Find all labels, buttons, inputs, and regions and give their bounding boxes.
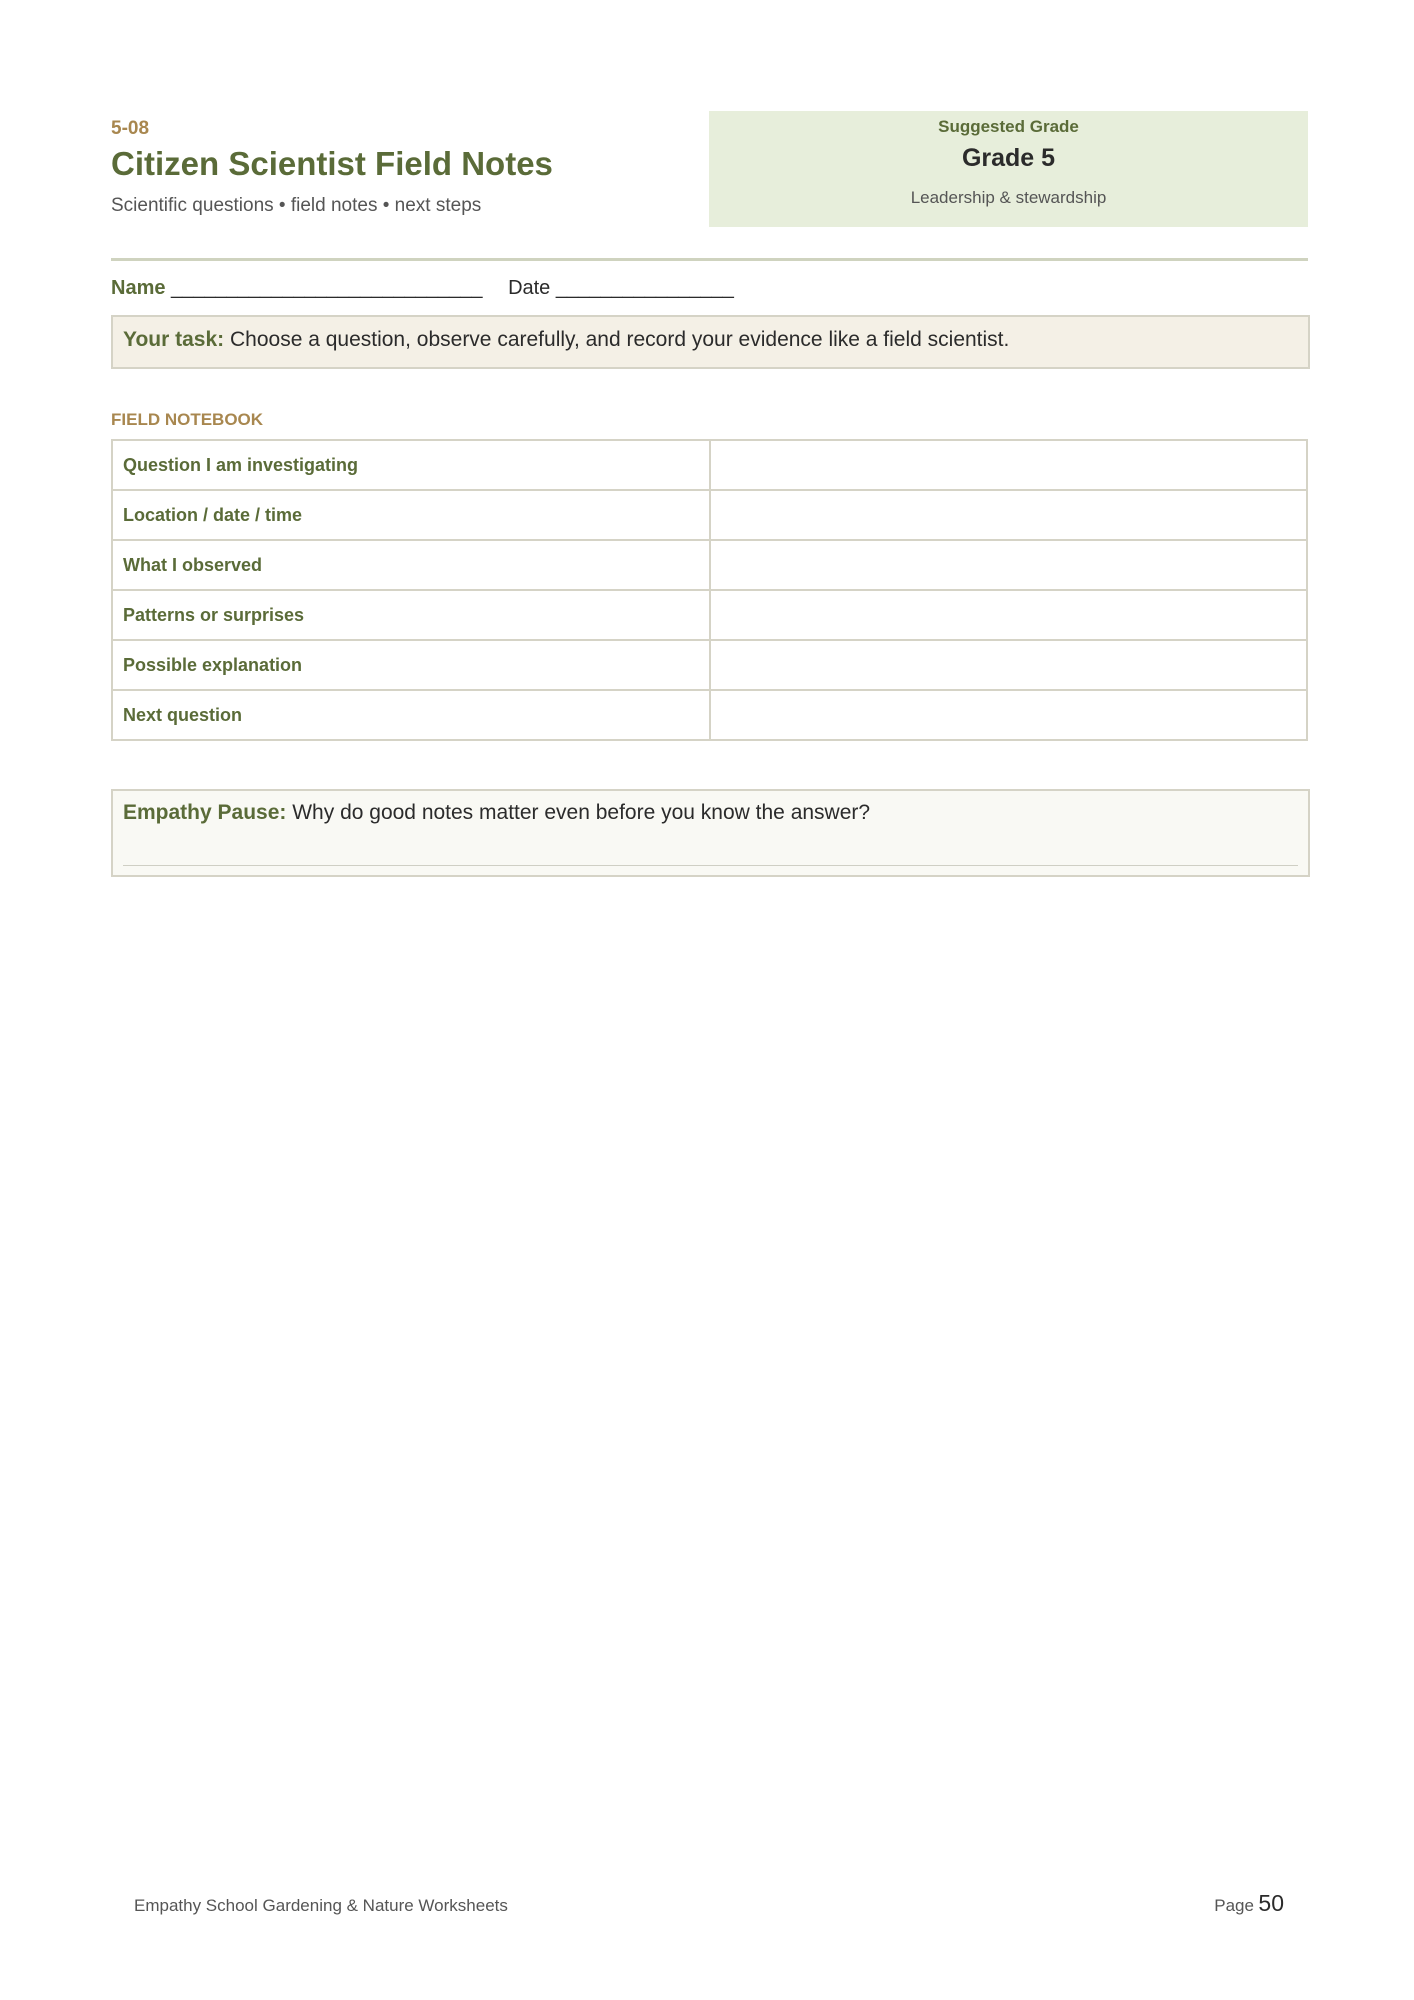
table-row (112, 640, 1307, 690)
task-label: Your task: (123, 328, 225, 351)
grade-label: Suggested Grade (938, 117, 1079, 136)
notebook-answer-cell[interactable] (710, 490, 1307, 540)
field-notebook-table (111, 439, 1308, 741)
notebook-prompt: Next question (112, 690, 710, 740)
worksheet-header (111, 111, 1308, 228)
table-row (112, 540, 1307, 590)
footer-series-title: Empathy School Gardening & Nature Worksheets (134, 1896, 508, 1915)
header-divider (111, 258, 1308, 261)
notebook-answer-cell[interactable] (710, 540, 1307, 590)
table-row (112, 440, 1307, 490)
table-row (112, 590, 1307, 640)
table-row (112, 490, 1307, 540)
page-subtitle: Scientific questions • field notes • next steps (111, 195, 482, 216)
grade-note: Leadership & stewardship (910, 188, 1107, 207)
notebook-answer-cell[interactable] (710, 590, 1307, 640)
page-word: Page (1214, 1896, 1254, 1915)
field-notebook-heading: FIELD NOTEBOOK (111, 410, 264, 429)
notebook-prompt: Patterns or surprises (112, 590, 710, 640)
notebook-prompt: Question I am investigating (112, 440, 710, 490)
empathy-pause-answer-line[interactable] (123, 865, 1298, 866)
page-number: 50 (1258, 1890, 1284, 1916)
notebook-prompt: What I observed (112, 540, 710, 590)
suggested-grade-box (709, 111, 1308, 227)
page-title: Citizen Scientist Field Notes (111, 145, 553, 182)
notebook-answer-cell[interactable] (710, 690, 1307, 740)
name-field[interactable]: ____________________________ (171, 277, 483, 299)
notebook-prompt: Location / date / time (112, 490, 710, 540)
task-text (123, 328, 1009, 352)
empathy-pause-label: Empathy Pause: (123, 801, 287, 824)
name-date-row (111, 277, 734, 300)
task-box (111, 315, 1310, 369)
empathy-pause-box (111, 789, 1310, 877)
worksheet-code: 5-08 (111, 118, 150, 139)
empathy-pause-question: Why do good notes matter even before you know the answer? (292, 801, 871, 824)
grade-value: Grade 5 (961, 144, 1056, 172)
footer-page-indicator (1214, 1890, 1284, 1917)
date-label: Date (508, 277, 551, 299)
task-description: Choose a question, observe carefully, and record your evidence like a field scientist. (229, 328, 1010, 351)
name-label: Name (111, 277, 166, 299)
notebook-answer-cell[interactable] (710, 440, 1307, 490)
notebook-answer-cell[interactable] (710, 640, 1307, 690)
date-field[interactable]: ________________ (555, 277, 734, 299)
table-row (112, 690, 1307, 740)
empathy-pause-text (123, 801, 870, 825)
notebook-prompt: Possible explanation (112, 640, 710, 690)
